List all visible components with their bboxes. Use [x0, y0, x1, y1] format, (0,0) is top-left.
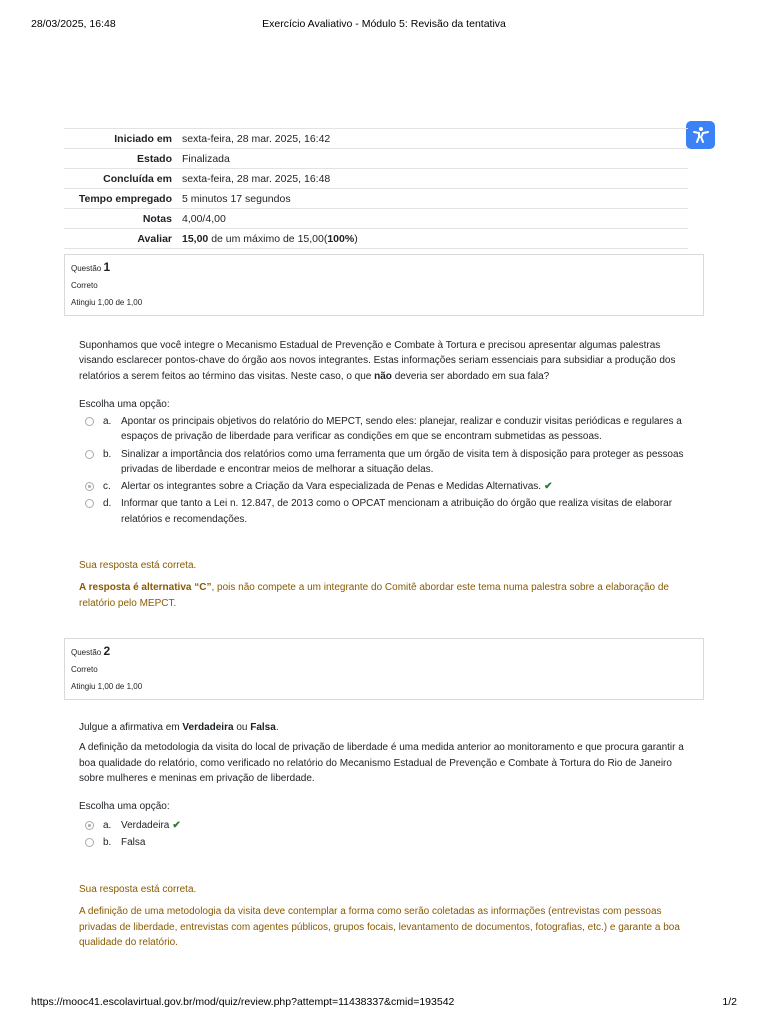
answer-option[interactable] — [79, 496, 691, 527]
question-label: Questão — [71, 648, 102, 657]
intro-true: Verdadeira — [182, 722, 234, 733]
question-status: Correto — [71, 281, 98, 290]
summary-label: Concluída em — [103, 173, 172, 185]
summary-label: Avaliar — [137, 233, 172, 245]
question-stem-part: deveria ser abordado em sua fala? — [391, 370, 550, 382]
option-text — [121, 818, 691, 833]
option-text: Sinalizar a importância dos relatórios como uma ferramenta que um órgão de visita tem à disposição para proteger as pessoas privadas de liberdade e encontrar meios de melhorar a situação delas. — [121, 448, 684, 475]
feedback-status: Sua resposta está correta. — [79, 560, 197, 571]
option-letter: b. — [103, 448, 112, 460]
print-datetime: 28/03/2025, 16:48 — [31, 18, 116, 30]
grade-max: de um máximo de 15,00( — [208, 233, 328, 245]
summary-value: 5 minutos 17 segundos — [182, 193, 291, 205]
question-stem-emphasis: não — [374, 370, 392, 382]
intro-part: Julgue a afirmativa em — [79, 722, 183, 733]
option-text: Apontar os principais objetivos do relatório do MEPCT, sendo eles: planejar, realizar e conduzir visitas periódicas e regulares a espaços de privação de liberdade para verificar as condições em que se encontram submetidas as pessoas. — [121, 416, 682, 443]
summary-row — [64, 129, 688, 149]
feedback-answer: A resposta é alternativa “C” — [79, 582, 212, 594]
radio-button[interactable] — [85, 499, 94, 508]
radio-button[interactable] — [85, 838, 94, 847]
choose-option-prompt: Escolha uma opção: — [79, 801, 170, 812]
question-stem — [79, 338, 691, 384]
option-text — [121, 479, 691, 494]
radio-button[interactable] — [85, 450, 94, 459]
answer-option[interactable] — [79, 447, 691, 478]
grade-score: 15,00 — [182, 233, 209, 245]
summary-label: Tempo empregado — [78, 193, 172, 205]
feedback-rest: , pois não compete a um integrante do Comitê abordar este tema numa palestra sobre a elaboração de relatório pelo MEPCT. — [79, 582, 669, 609]
question-number-value: 1 — [103, 260, 111, 274]
answer-options-1 — [79, 414, 691, 529]
question-intro — [79, 720, 691, 735]
option-letter: c. — [103, 481, 111, 493]
answer-option[interactable] — [79, 414, 691, 445]
intro-part: ou — [233, 722, 251, 733]
option-text-value: Alertar os integrantes sobre a Criação da Vara especializada de Penas e Medidas Alternativas. — [121, 481, 542, 493]
summary-value: Finalizada — [182, 153, 230, 165]
option-letter: d. — [103, 498, 112, 510]
choose-option-prompt: Escolha uma opção: — [79, 399, 170, 410]
option-letter: a. — [103, 820, 112, 831]
grade-close: ) — [354, 233, 358, 245]
question-label: Questão — [71, 264, 102, 273]
question-number-value: 2 — [103, 644, 111, 658]
option-text: Informar que tanto a Lei n. 12.847, de 2013 como o OPCAT mencionam a atribuição do órgão que realiza visitas de elaborar relatórios e recomendações. — [121, 498, 673, 525]
question-info-1 — [64, 254, 704, 316]
feedback-2 — [79, 882, 691, 957]
summary-row — [64, 209, 688, 229]
option-text: Falsa — [121, 837, 146, 849]
feedback-status: Sua resposta está correta. — [79, 884, 197, 895]
summary-row — [64, 149, 688, 169]
checkmark-icon: ✔ — [544, 481, 553, 493]
option-text-value: Verdadeira — [121, 820, 170, 831]
answer-options-2 — [79, 818, 691, 853]
question-statement: A definição da metodologia da visita do local de privação de liberdade é uma medida anterior ao monitoramento e que procura garantir a boa qualidade do relatório, como verificado no relatório do Mecanismo Estadual de Prevenção e Combate à Tortura do Rio de Janeiro sobre mulheres e meninas em privação de liberdade. — [79, 742, 684, 784]
answer-option[interactable] — [79, 479, 691, 494]
feedback-explanation: A definição de uma metodologia da visita deve contemplar a forma como serão coletadas as informações (entrevistas com pessoas privadas de liberdade, entrevistas com agentes públicos, grupos focais, levantamento de documentos, fotografias, etc.) e garante a boa qualidade do relatório. — [79, 906, 680, 948]
option-letter: a. — [103, 416, 112, 427]
intro-part: . — [275, 722, 279, 733]
accessibility-icon — [692, 126, 710, 144]
question-grade: Atingiu 1,00 de 1,00 — [71, 298, 143, 307]
question-status: Correto — [71, 665, 98, 674]
feedback-explanation — [79, 580, 691, 611]
question-info-2 — [64, 638, 704, 700]
print-page-number: 1/2 — [722, 996, 737, 1008]
summary-row — [64, 229, 688, 249]
question-number — [71, 643, 697, 661]
question-stem-part: Suponhamos que você integre o Mecanismo Estadual de Prevenção e Combate à Tortura e precisou apresentar algumas palestras visando esclarecer pontos-chave do órgão aos novos integrantes. Estas informações seriam essenciais para subsidiar a produção dos relatórios a serem feitos ao término das visitas. Neste caso, o que — [79, 340, 676, 382]
answer-option[interactable] — [79, 818, 691, 833]
grade-percent: 100% — [327, 233, 355, 245]
radio-button-selected[interactable] — [85, 821, 94, 830]
summary-label: Iniciado em — [114, 133, 172, 145]
print-url: https://mooc41.escolavirtual.gov.br/mod/quiz/review.php?attempt=11438337&cmid=193542 — [31, 996, 455, 1008]
summary-value — [180, 229, 688, 249]
summary-value: sexta-feira, 28 mar. 2025, 16:48 — [182, 173, 331, 185]
radio-button-selected[interactable] — [85, 482, 94, 491]
attempt-summary-table — [64, 128, 688, 249]
question-grade: Atingiu 1,00 de 1,00 — [71, 682, 143, 691]
print-page-title: Exercício Avaliativo - Módulo 5: Revisão da tentativa — [262, 18, 506, 30]
summary-row — [64, 169, 688, 189]
summary-value: sexta-feira, 28 mar. 2025, 16:42 — [182, 133, 331, 145]
answer-option[interactable] — [79, 835, 691, 850]
summary-row — [64, 189, 688, 209]
question-text-2 — [79, 720, 691, 786]
checkmark-icon: ✔ — [172, 820, 181, 831]
radio-button[interactable] — [85, 417, 94, 426]
summary-label: Estado — [136, 153, 172, 165]
summary-value: 4,00/4,00 — [182, 213, 226, 225]
question-number — [71, 259, 697, 277]
accessibility-button[interactable] — [686, 121, 715, 149]
intro-false: Falsa — [250, 722, 276, 733]
question-text-1 — [79, 338, 691, 384]
feedback-1 — [79, 558, 691, 618]
option-letter: b. — [103, 837, 112, 849]
summary-label: Notas — [142, 213, 172, 225]
